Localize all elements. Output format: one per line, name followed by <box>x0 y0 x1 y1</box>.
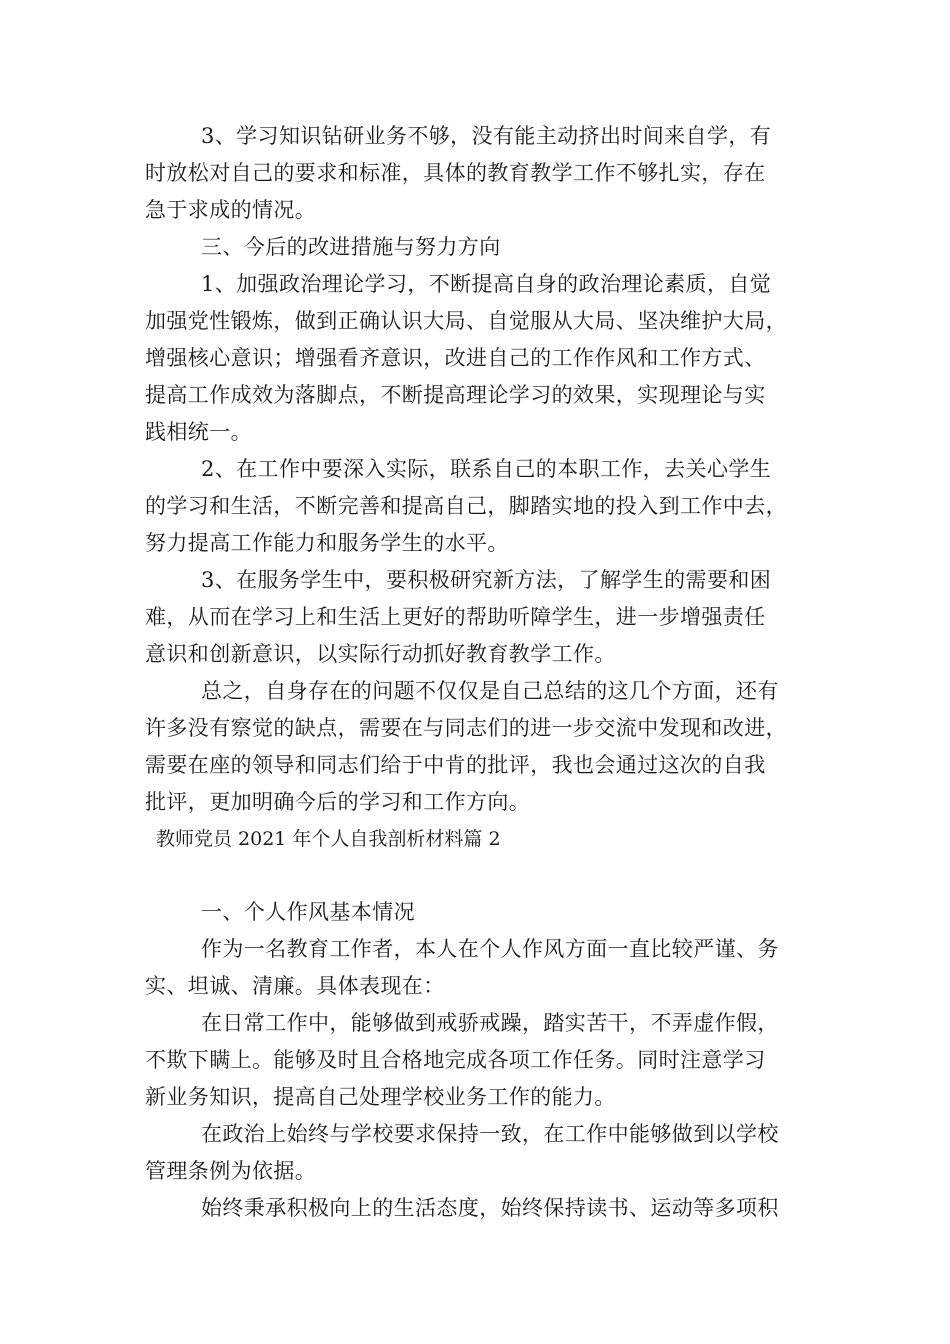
text-line: 实、坦诚、清廉。具体表现在： <box>145 974 445 998</box>
text-line: 努力提高工作能力和服务学生的水平。 <box>145 531 509 555</box>
text-line: 的学习和生活，不断完善和提高自己，脚踏实地的投入到工作中去， <box>145 494 787 518</box>
text-line: 急于求成的情况。 <box>145 198 317 222</box>
text-line: 不欺下瞒上。能够及时且合格地完成各项工作任务。同时注意学习 <box>145 1048 766 1072</box>
paragraph-style-intro <box>145 931 817 1005</box>
text-line: 需要在座的领导和同志们给于中肯的批评，我也会通过这次的自我 <box>145 753 766 777</box>
text-line: 提高工作成效为落脚点，不断提高理论学习的效果，实现理论与实 <box>145 383 766 407</box>
text-line: 批评，更加明确今后的学习和工作方向。 <box>145 790 531 814</box>
text-line: 3、学习知识钻研业务不够，没有能主动挤出时间来自学，有 <box>201 124 772 148</box>
text-line: 在政治上始终与学校要求保持一致，在工作中能够做到以学校 <box>201 1122 779 1146</box>
text-line: 管理条例为依据。 <box>145 1159 317 1183</box>
text-line: 1、加强政治理论学习，不断提高自身的政治理论素质，自觉 <box>201 272 772 296</box>
text-line: 加强党性锻炼，做到正确认识大局、自觉服从大局、坚决维护大局， <box>145 309 787 333</box>
paragraph-measure-3 <box>145 562 817 673</box>
paragraph-conclusion <box>145 673 817 821</box>
text-line: 一、个人作风基本情况 <box>201 900 415 924</box>
heading-personal-style <box>145 894 817 931</box>
text-line: 3、在服务学生中，要积极研究新方法，了解学生的需要和困 <box>201 568 772 592</box>
text-line: 时放松对自己的要求和标准，具体的教育教学工作不够扎实，存在 <box>145 161 766 185</box>
paragraph-measure-1 <box>145 266 817 451</box>
text-line: 增强核心意识；增强看齐意识，改进自己的工作作风和工作方式、 <box>145 346 766 370</box>
paragraph-politics <box>145 1116 817 1190</box>
text-line: 始终秉承积极向上的生活态度，始终保持读书、运动等多项积 <box>201 1196 779 1220</box>
paragraph-measure-2 <box>145 451 817 562</box>
text-line: 意识和创新意识，以实际行动抓好教育教学工作。 <box>145 642 616 666</box>
text-line: 新业务知识，提高自己处理学校业务工作的能力。 <box>145 1085 616 1109</box>
paragraph-life-attitude <box>145 1190 817 1227</box>
heading-improvement-measures <box>145 229 817 266</box>
text-line: 作为一名教育工作者，本人在个人作风方面一直比较严谨、务 <box>201 937 779 961</box>
text-line: 2、在工作中要深入实际，联系自己的本职工作，去关心学生 <box>201 457 772 481</box>
paragraph-study-shortcoming <box>145 118 817 229</box>
section-title: 教师党员 2021 年个人自我剖析材料篇 2 <box>156 828 501 850</box>
text-line: 践相统一。 <box>145 420 252 444</box>
text-line: 总之，自身存在的问题不仅仅是自己总结的这几个方面，还有 <box>201 679 779 703</box>
text-line: 在日常工作中，能够做到戒骄戒躁，踏实苦干，不弄虚作假， <box>201 1011 779 1035</box>
paragraph-daily-work <box>145 1005 817 1116</box>
text-line: 许多没有察觉的缺点，需要在与同志们的进一步交流中发现和改进， <box>145 716 787 740</box>
text-line: 三、今后的改进措施与努力方向 <box>201 235 501 259</box>
text-line: 难，从而在学习上和生活上更好的帮助听障学生，进一步增强责任 <box>145 605 766 629</box>
